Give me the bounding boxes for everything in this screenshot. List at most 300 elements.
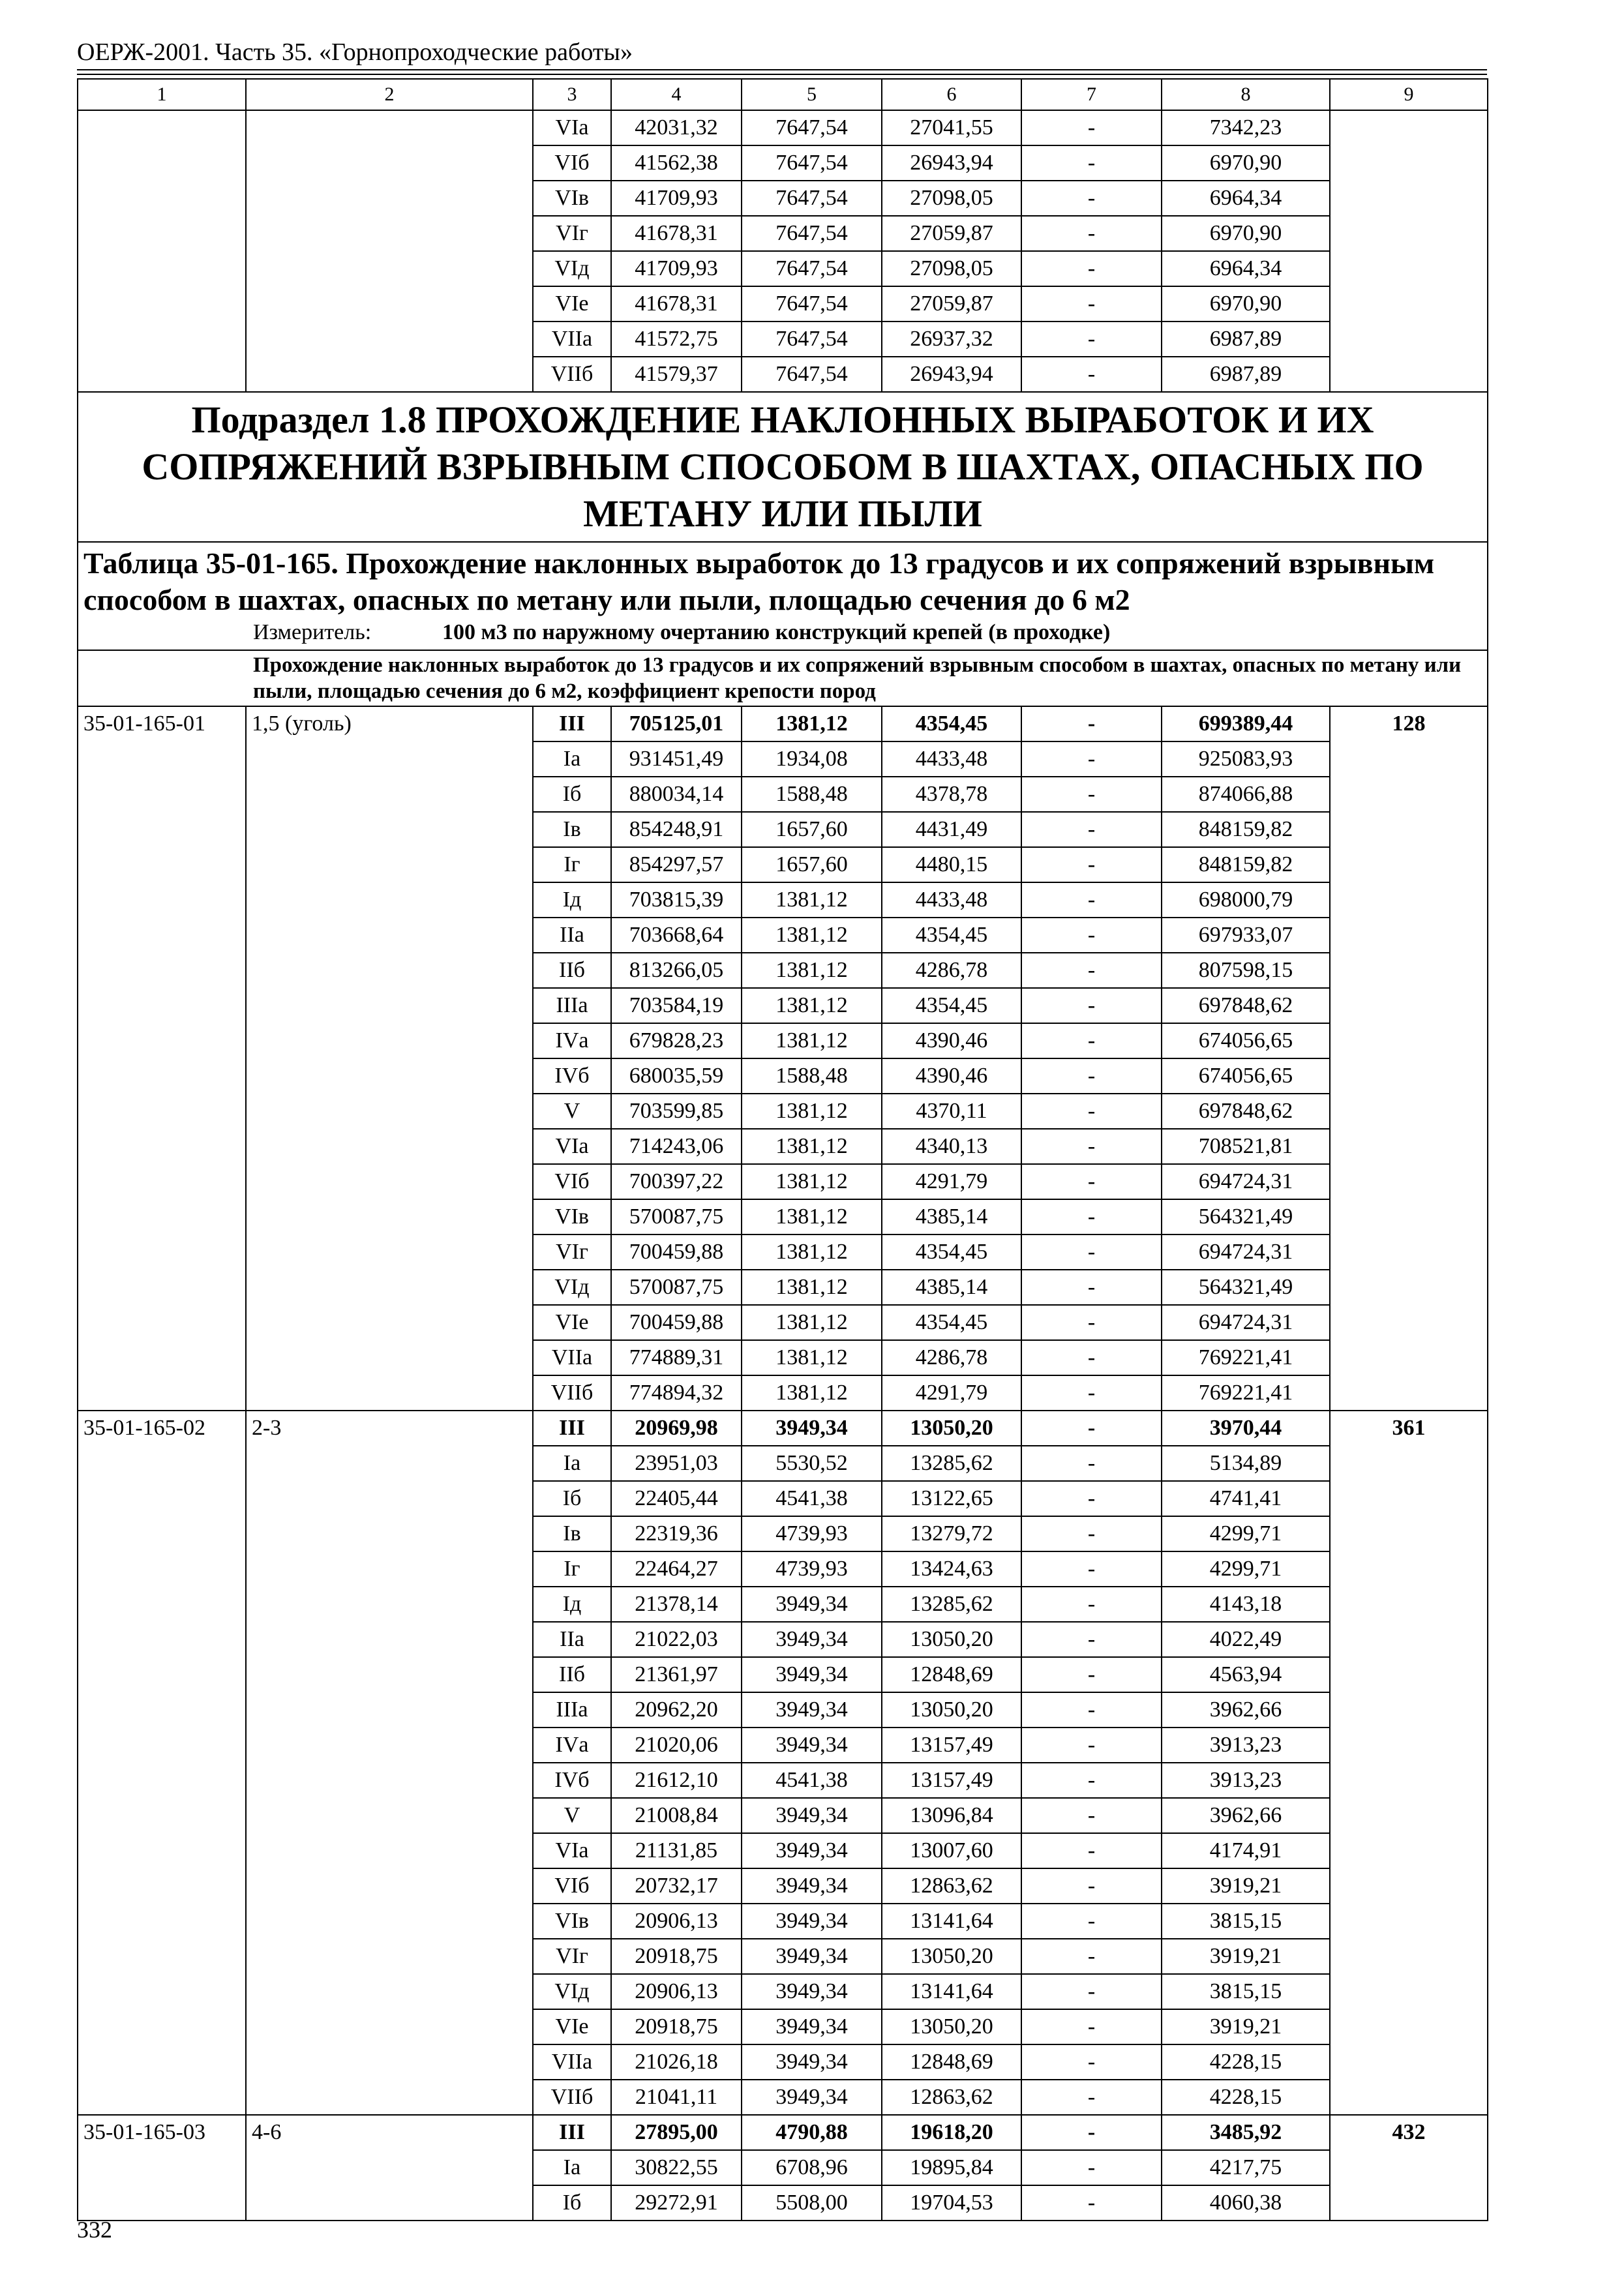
incl-wages-cell: - [1021, 1516, 1162, 1551]
machine-cost-cell: 12848,69 [882, 2044, 1021, 2080]
labor-cost-cell: 4541,38 [742, 1763, 882, 1798]
machine-cost-cell: 26937,32 [882, 322, 1021, 357]
materials-cost-cell: 3919,21 [1162, 2009, 1330, 2044]
table-title: Таблица 35-01-165. Прохождение наклонных выработок до 13 градусов и их сопряжений взрывным способом в шахтах, опасных по метану или пыли, площадью сечения до 6 м2 [83, 546, 1435, 616]
meter-line [83, 618, 1482, 647]
total-cost-cell: 41579,37 [611, 357, 742, 392]
total-cost-cell: 854248,91 [611, 812, 742, 847]
materials-cost-cell: 807598,15 [1162, 953, 1330, 988]
resource-type-cell: VIг [533, 1939, 611, 1974]
resource-type-cell: Iб [533, 777, 611, 812]
incl-wages-cell: - [1021, 847, 1162, 882]
total-cost-cell: 30822,55 [611, 2150, 742, 2185]
total-cost-cell: 41562,38 [611, 145, 742, 181]
total-cost-cell: 42031,32 [611, 110, 742, 145]
total-cost-cell: 854297,57 [611, 847, 742, 882]
materials-cost-cell: 697933,07 [1162, 918, 1330, 953]
machine-cost-cell: 4354,45 [882, 1234, 1021, 1270]
total-cost-cell: 570087,75 [611, 1199, 742, 1234]
labor-cost-cell: 3949,34 [742, 1657, 882, 1692]
incl-wages-cell: - [1021, 1375, 1162, 1411]
machine-cost-cell: 19895,84 [882, 2150, 1021, 2185]
labor-cost-cell: 1381,12 [742, 918, 882, 953]
total-cost-cell: 20969,98 [611, 1411, 742, 1446]
total-cost-cell: 21008,84 [611, 1798, 742, 1833]
materials-cost-cell: 4299,71 [1162, 1551, 1330, 1587]
total-cost-cell: 20918,75 [611, 2009, 742, 2044]
total-cost-cell: 41572,75 [611, 322, 742, 357]
incl-wages-cell: - [1021, 1199, 1162, 1234]
materials-cost-cell: 4143,18 [1162, 1587, 1330, 1622]
materials-cost-cell: 4060,38 [1162, 2185, 1330, 2221]
incl-wages-cell: - [1021, 1939, 1162, 1974]
materials-cost-cell: 6970,90 [1162, 216, 1330, 251]
labor-cost-cell: 1657,60 [742, 847, 882, 882]
machine-cost-cell: 4291,79 [882, 1164, 1021, 1199]
machine-cost-cell: 13279,72 [882, 1516, 1021, 1551]
resource-type-cell: VIб [533, 1868, 611, 1904]
labor-cost-cell: 1381,12 [742, 706, 882, 741]
machine-cost-cell: 26943,94 [882, 357, 1021, 392]
incl-wages-cell: - [1021, 1728, 1162, 1763]
incl-wages-cell: - [1021, 322, 1162, 357]
materials-cost-cell: 3815,15 [1162, 1974, 1330, 2009]
incl-wages-cell: - [1021, 1763, 1162, 1798]
incl-wages-cell: - [1021, 2044, 1162, 2080]
incl-wages-cell: - [1021, 181, 1162, 216]
machine-cost-cell: 4286,78 [882, 1340, 1021, 1375]
resource-type-cell: VIа [533, 110, 611, 145]
machine-cost-cell: 13050,20 [882, 2009, 1021, 2044]
table-row [78, 110, 1488, 145]
column-number: 3 [533, 79, 611, 110]
incl-wages-cell: - [1021, 1974, 1162, 2009]
total-cost-cell: 20918,75 [611, 1939, 742, 1974]
resource-type-cell: VIд [533, 1974, 611, 2009]
labor-cost-cell: 6708,96 [742, 2150, 882, 2185]
column-number: 8 [1162, 79, 1330, 110]
machine-cost-cell: 19618,20 [882, 2115, 1021, 2150]
resource-type-cell: Iг [533, 847, 611, 882]
page-number: 332 [77, 2217, 112, 2243]
labor-cost-cell: 3949,34 [742, 1728, 882, 1763]
resource-type-cell: IVб [533, 1763, 611, 1798]
labor-cost-cell: 3949,34 [742, 1587, 882, 1622]
incl-wages-cell: - [1021, 1164, 1162, 1199]
machine-cost-cell: 4291,79 [882, 1375, 1021, 1411]
column-number: 6 [882, 79, 1021, 110]
machine-cost-cell: 12863,62 [882, 1868, 1021, 1904]
labor-cost-cell: 1381,12 [742, 882, 882, 918]
incl-wages-cell: - [1021, 1270, 1162, 1305]
materials-cost-cell: 769221,41 [1162, 1340, 1330, 1375]
total-cost-cell: 20906,13 [611, 1904, 742, 1939]
labor-cost-cell: 3949,34 [742, 1798, 882, 1833]
resource-type-cell: IIб [533, 1657, 611, 1692]
materials-cost-cell: 3962,66 [1162, 1798, 1330, 1833]
labor-cost-cell: 3949,34 [742, 2009, 882, 2044]
machine-cost-cell: 13157,49 [882, 1728, 1021, 1763]
materials-cost-cell: 6987,89 [1162, 322, 1330, 357]
labor-cost-cell: 5508,00 [742, 2185, 882, 2221]
total-cost-cell: 700459,88 [611, 1305, 742, 1340]
resource-type-cell: VIв [533, 181, 611, 216]
resource-type-cell: III [533, 2115, 611, 2150]
total-cost-cell: 21041,11 [611, 2080, 742, 2115]
materials-cost-cell: 674056,65 [1162, 1058, 1330, 1094]
labor-cost-cell: 7647,54 [742, 145, 882, 181]
materials-cost-cell: 3913,23 [1162, 1763, 1330, 1798]
labor-cost-cell: 7647,54 [742, 251, 882, 286]
total-cost-cell: 21361,97 [611, 1657, 742, 1692]
col9-cell [1330, 110, 1488, 392]
page-header: ОЕРЖ-2001. Часть 35. «Горнопроходческие работы» [77, 38, 633, 66]
materials-cost-cell: 6970,90 [1162, 286, 1330, 322]
labor-cost-cell: 5530,52 [742, 1446, 882, 1481]
incl-wages-cell: - [1021, 145, 1162, 181]
incl-wages-cell: - [1021, 2009, 1162, 2044]
machine-cost-cell: 4354,45 [882, 706, 1021, 741]
column-number: 9 [1330, 79, 1488, 110]
materials-cost-cell: 4022,49 [1162, 1622, 1330, 1657]
labor-cost-cell: 3949,34 [742, 1974, 882, 2009]
machine-cost-cell: 4385,14 [882, 1199, 1021, 1234]
incl-wages-cell: - [1021, 988, 1162, 1023]
materials-cost-cell: 694724,31 [1162, 1234, 1330, 1270]
incl-wages-cell: - [1021, 1868, 1162, 1904]
total-cost-cell: 21131,85 [611, 1833, 742, 1868]
materials-cost-cell: 7342,23 [1162, 110, 1330, 145]
total-cost-cell: 774894,32 [611, 1375, 742, 1411]
labor-cost-cell: 7647,54 [742, 322, 882, 357]
materials-cost-cell: 5134,89 [1162, 1446, 1330, 1481]
materials-cost-cell: 3919,21 [1162, 1868, 1330, 1904]
total-cost-cell: 21022,03 [611, 1622, 742, 1657]
total-cost-cell: 703668,64 [611, 918, 742, 953]
machine-cost-cell: 4286,78 [882, 953, 1021, 988]
labor-cost-cell: 1381,12 [742, 1199, 882, 1234]
labor-cost-cell: 1381,12 [742, 1340, 882, 1375]
incl-wages-cell: - [1021, 777, 1162, 812]
labor-cost-cell: 1381,12 [742, 1023, 882, 1058]
total-cost-cell: 703584,19 [611, 988, 742, 1023]
labor-cost-cell: 3949,34 [742, 1939, 882, 1974]
resource-type-cell: Iа [533, 741, 611, 777]
labor-cost-cell: 4739,93 [742, 1516, 882, 1551]
machine-cost-cell: 13050,20 [882, 1939, 1021, 1974]
machine-cost-cell: 13007,60 [882, 1833, 1021, 1868]
column-number-row [78, 79, 1488, 110]
incl-wages-cell: - [1021, 1411, 1162, 1446]
incl-wages-cell: - [1021, 706, 1162, 741]
code-cell [78, 110, 246, 392]
column-number: 4 [611, 79, 742, 110]
incl-wages-cell: - [1021, 1234, 1162, 1270]
total-cost-cell: 23951,03 [611, 1446, 742, 1481]
labor-cost-cell: 3949,34 [742, 1833, 882, 1868]
materials-cost-cell: 697848,62 [1162, 988, 1330, 1023]
materials-cost-cell: 4174,91 [1162, 1833, 1330, 1868]
machine-cost-cell: 12863,62 [882, 2080, 1021, 2115]
machine-cost-cell: 4433,48 [882, 882, 1021, 918]
incl-wages-cell: - [1021, 357, 1162, 392]
labor-cost-cell: 4541,38 [742, 1481, 882, 1516]
resource-type-cell: Iб [533, 1481, 611, 1516]
norm-code: 35-01-165-02 [78, 1411, 246, 2115]
total-cost-cell: 41709,93 [611, 181, 742, 216]
labor-cost-cell: 3949,34 [742, 1692, 882, 1728]
total-cost-cell: 20906,13 [611, 1974, 742, 2009]
materials-cost-cell: 848159,82 [1162, 812, 1330, 847]
machine-cost-cell: 4354,45 [882, 988, 1021, 1023]
total-cost-cell: 22405,44 [611, 1481, 742, 1516]
resource-type-cell: IIб [533, 953, 611, 988]
machine-cost-cell: 13122,65 [882, 1481, 1021, 1516]
labor-cost-cell: 3949,34 [742, 1622, 882, 1657]
labor-cost-cell: 1381,12 [742, 1129, 882, 1164]
total-cost-cell: 20962,20 [611, 1692, 742, 1728]
total-cost-cell: 22319,36 [611, 1516, 742, 1551]
labor-cost-cell: 7647,54 [742, 181, 882, 216]
materials-cost-cell: 848159,82 [1162, 847, 1330, 882]
labor-cost-cell: 1381,12 [742, 1164, 882, 1199]
meter-label: Измеритель: [253, 620, 372, 644]
labor-cost-cell: 1588,48 [742, 777, 882, 812]
machine-cost-cell: 13050,20 [882, 1411, 1021, 1446]
resource-type-cell: VIIб [533, 2080, 611, 2115]
materials-cost-cell: 697848,62 [1162, 1094, 1330, 1129]
machine-cost-cell: 4433,48 [882, 741, 1021, 777]
machine-cost-cell: 4431,49 [882, 812, 1021, 847]
materials-cost-cell: 4299,71 [1162, 1516, 1330, 1551]
total-cost-cell: 20732,17 [611, 1868, 742, 1904]
resource-type-cell: IIа [533, 918, 611, 953]
total-cost-cell: 570087,75 [611, 1270, 742, 1305]
machine-cost-cell: 4385,14 [882, 1270, 1021, 1305]
materials-cost-cell: 674056,65 [1162, 1023, 1330, 1058]
resource-type-cell: Iб [533, 2185, 611, 2221]
machine-cost-cell: 19704,53 [882, 2185, 1021, 2221]
resource-type-cell: VIд [533, 251, 611, 286]
machine-cost-cell: 4378,78 [882, 777, 1021, 812]
work-title-row [78, 650, 1488, 706]
labor-cost-cell: 1657,60 [742, 812, 882, 847]
labor-cost-cell: 1934,08 [742, 741, 882, 777]
rock-hardness: 2-3 [246, 1411, 533, 2115]
machine-cost-cell: 27098,05 [882, 181, 1021, 216]
total-cost-cell: 21378,14 [611, 1587, 742, 1622]
materials-cost-cell: 4741,41 [1162, 1481, 1330, 1516]
labor-cost-cell: 1381,12 [742, 1234, 882, 1270]
table-row [78, 706, 1488, 741]
incl-wages-cell: - [1021, 1657, 1162, 1692]
resource-type-cell: V [533, 1798, 611, 1833]
work-title: Прохождение наклонных выработок до 13 градусов и их сопряжений взрывным способом в шахтах, опасных по метану или пыли, площадью сечения до 6 м2, коэффициент крепости пород [78, 650, 1488, 706]
machine-cost-cell: 4354,45 [882, 1305, 1021, 1340]
incl-wages-cell: - [1021, 1446, 1162, 1481]
resource-type-cell: VIа [533, 1129, 611, 1164]
subsection-row [78, 392, 1488, 542]
resource-type-cell: III [533, 706, 611, 741]
labor-cost-cell: 7647,54 [742, 216, 882, 251]
labor-cost-cell: 1381,12 [742, 1270, 882, 1305]
machine-cost-cell: 13096,84 [882, 1798, 1021, 1833]
materials-cost-cell: 4563,94 [1162, 1657, 1330, 1692]
labor-hours: 432 [1330, 2115, 1488, 2221]
materials-cost-cell: 874066,88 [1162, 777, 1330, 812]
incl-wages-cell: - [1021, 1551, 1162, 1587]
labor-cost-cell: 1381,12 [742, 953, 882, 988]
norm-code: 35-01-165-03 [78, 2115, 246, 2221]
incl-wages-cell: - [1021, 110, 1162, 145]
labor-cost-cell: 1588,48 [742, 1058, 882, 1094]
resource-type-cell: VIа [533, 1833, 611, 1868]
labor-hours: 361 [1330, 1411, 1488, 2115]
header-rule [77, 69, 1487, 70]
resource-type-cell: VIIа [533, 2044, 611, 2080]
machine-cost-cell: 27041,55 [882, 110, 1021, 145]
incl-wages-cell: - [1021, 882, 1162, 918]
resource-type-cell: VIе [533, 286, 611, 322]
resource-type-cell: VIIа [533, 322, 611, 357]
resource-type-cell: VIд [533, 1270, 611, 1305]
machine-cost-cell: 13141,64 [882, 1904, 1021, 1939]
machine-cost-cell: 4390,46 [882, 1058, 1021, 1094]
total-cost-cell: 679828,23 [611, 1023, 742, 1058]
total-cost-cell: 21612,10 [611, 1763, 742, 1798]
labor-hours: 128 [1330, 706, 1488, 1411]
resource-type-cell: IVа [533, 1023, 611, 1058]
materials-cost-cell: 698000,79 [1162, 882, 1330, 918]
materials-cost-cell: 4228,15 [1162, 2080, 1330, 2115]
incl-wages-cell: - [1021, 2150, 1162, 2185]
resource-type-cell: VIг [533, 1234, 611, 1270]
resource-type-cell: Iд [533, 882, 611, 918]
resource-type-cell: Iг [533, 1551, 611, 1587]
resource-type-cell: VIе [533, 1305, 611, 1340]
materials-cost-cell: 6987,89 [1162, 357, 1330, 392]
labor-cost-cell: 3949,34 [742, 2080, 882, 2115]
machine-cost-cell: 4340,13 [882, 1129, 1021, 1164]
materials-cost-cell: 564321,49 [1162, 1270, 1330, 1305]
machine-cost-cell: 13050,20 [882, 1692, 1021, 1728]
resource-type-cell: Iд [533, 1587, 611, 1622]
norm-code: 35-01-165-01 [78, 706, 246, 1411]
total-cost-cell: 21020,06 [611, 1728, 742, 1763]
materials-cost-cell: 564321,49 [1162, 1199, 1330, 1234]
rock-hardness: 1,5 (уголь) [246, 706, 533, 1411]
incl-wages-cell: - [1021, 2115, 1162, 2150]
norms-table [77, 78, 1488, 2221]
resource-type-cell: IVа [533, 1728, 611, 1763]
resource-type-cell: IIIа [533, 988, 611, 1023]
incl-wages-cell: - [1021, 1129, 1162, 1164]
total-cost-cell: 700397,22 [611, 1164, 742, 1199]
total-cost-cell: 41709,93 [611, 251, 742, 286]
machine-cost-cell: 13285,62 [882, 1587, 1021, 1622]
machine-cost-cell: 12848,69 [882, 1657, 1021, 1692]
machine-cost-cell: 13141,64 [882, 1974, 1021, 2009]
materials-cost-cell: 694724,31 [1162, 1164, 1330, 1199]
machine-cost-cell: 26943,94 [882, 145, 1021, 181]
total-cost-cell: 931451,49 [611, 741, 742, 777]
resource-type-cell: III [533, 1411, 611, 1446]
total-cost-cell: 700459,88 [611, 1234, 742, 1270]
materials-cost-cell: 3919,21 [1162, 1939, 1330, 1974]
materials-cost-cell: 4228,15 [1162, 2044, 1330, 2080]
subsection-title: Подраздел 1.8 ПРОХОЖДЕНИЕ НАКЛОННЫХ ВЫРАБОТОК И ИХ СОПРЯЖЕНИЙ ВЗРЫВНЫМ СПОСОБОМ В ШАХТАХ, ОПАСНЫХ ПО МЕТАНУ ИЛИ ПЫЛИ [78, 392, 1488, 542]
table-title-row [78, 542, 1488, 650]
materials-cost-cell: 6964,34 [1162, 251, 1330, 286]
labor-cost-cell: 3949,34 [742, 2044, 882, 2080]
total-cost-cell: 22464,27 [611, 1551, 742, 1587]
header-rule-double [77, 74, 1487, 75]
total-cost-cell: 774889,31 [611, 1340, 742, 1375]
incl-wages-cell: - [1021, 1023, 1162, 1058]
materials-cost-cell: 699389,44 [1162, 706, 1330, 741]
machine-cost-cell: 13157,49 [882, 1763, 1021, 1798]
total-cost-cell: 680035,59 [611, 1058, 742, 1094]
resource-type-cell: Iв [533, 1516, 611, 1551]
rock-hardness: 4-6 [246, 2115, 533, 2221]
materials-cost-cell: 3913,23 [1162, 1728, 1330, 1763]
labor-cost-cell: 1381,12 [742, 1375, 882, 1411]
table-row [78, 1411, 1488, 1446]
resource-type-cell: Iа [533, 2150, 611, 2185]
machine-cost-cell: 27098,05 [882, 251, 1021, 286]
incl-wages-cell: - [1021, 216, 1162, 251]
total-cost-cell: 27895,00 [611, 2115, 742, 2150]
total-cost-cell: 21026,18 [611, 2044, 742, 2080]
materials-cost-cell: 3962,66 [1162, 1692, 1330, 1728]
incl-wages-cell: - [1021, 1305, 1162, 1340]
materials-cost-cell: 4217,75 [1162, 2150, 1330, 2185]
labor-cost-cell: 7647,54 [742, 357, 882, 392]
incl-wages-cell: - [1021, 1094, 1162, 1129]
materials-cost-cell: 694724,31 [1162, 1305, 1330, 1340]
labor-cost-cell: 1381,12 [742, 988, 882, 1023]
labor-cost-cell: 1381,12 [742, 1094, 882, 1129]
resource-type-cell: VIв [533, 1199, 611, 1234]
total-cost-cell: 813266,05 [611, 953, 742, 988]
machine-cost-cell: 4480,15 [882, 847, 1021, 882]
materials-cost-cell: 925083,93 [1162, 741, 1330, 777]
incl-wages-cell: - [1021, 251, 1162, 286]
total-cost-cell: 880034,14 [611, 777, 742, 812]
column-number: 1 [78, 79, 246, 110]
column-number: 7 [1021, 79, 1162, 110]
incl-wages-cell: - [1021, 1622, 1162, 1657]
machine-cost-cell: 13424,63 [882, 1551, 1021, 1587]
machine-cost-cell: 27059,87 [882, 216, 1021, 251]
labor-cost-cell: 3949,34 [742, 1868, 882, 1904]
materials-cost-cell: 3970,44 [1162, 1411, 1330, 1446]
table-title-cell [78, 542, 1488, 650]
resource-type-cell: IVб [533, 1058, 611, 1094]
resource-type-cell: IIIа [533, 1692, 611, 1728]
labor-cost-cell: 1381,12 [742, 1305, 882, 1340]
materials-cost-cell: 769221,41 [1162, 1375, 1330, 1411]
total-cost-cell: 703815,39 [611, 882, 742, 918]
total-cost-cell: 703599,85 [611, 1094, 742, 1129]
materials-cost-cell: 6964,34 [1162, 181, 1330, 216]
labor-cost-cell: 4739,93 [742, 1551, 882, 1587]
incl-wages-cell: - [1021, 1904, 1162, 1939]
incl-wages-cell: - [1021, 953, 1162, 988]
desc-cell [246, 110, 533, 392]
materials-cost-cell: 3815,15 [1162, 1904, 1330, 1939]
total-cost-cell: 41678,31 [611, 216, 742, 251]
